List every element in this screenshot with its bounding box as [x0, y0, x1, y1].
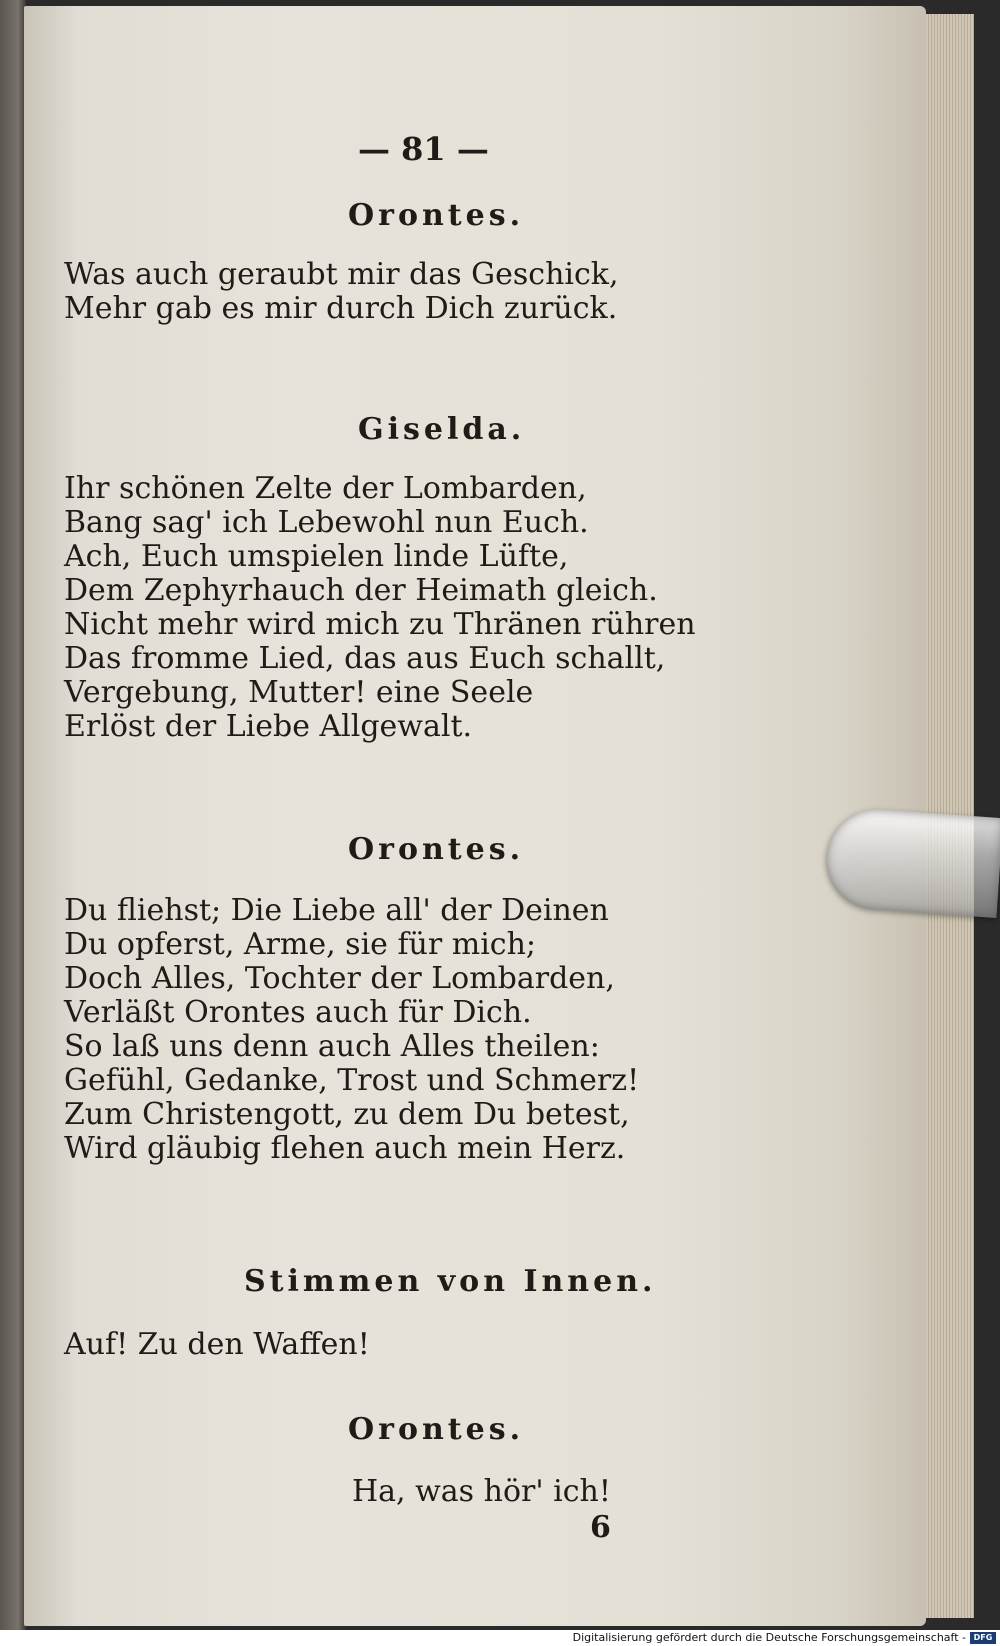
verse-line: Nicht mehr wird mich zu Thränen rühren [64, 607, 696, 642]
verse-line: Dem Zephyrhauch der Heimath gleich. [64, 573, 658, 608]
verse-line: Du opferst, Arme, sie für mich; [64, 927, 537, 962]
verse-line: Gefühl, Gedanke, Trost und Schmerz! [64, 1063, 640, 1098]
speaker-heading-4: Stimmen von Innen. [244, 1264, 657, 1299]
verse-line: Was auch geraubt mir das Geschick, [64, 257, 619, 292]
verse-line: Zum Christengott, zu dem Du betest, [64, 1097, 630, 1132]
verse-line: Doch Alles, Tochter der Lombarden, [64, 961, 615, 996]
verse-line: Vergebung, Mutter! eine Seele [64, 675, 534, 710]
verse-block-2 [64, 472, 696, 744]
page-number: — 81 — [358, 130, 489, 168]
speaker-heading-5: Orontes. [348, 1412, 525, 1447]
verse-line: Ha, was hör' ich! [352, 1474, 611, 1509]
verse-line: So laß uns denn auch Alles theilen: [64, 1029, 600, 1064]
verse-line: Ihr schönen Zelte der Lombarden, [64, 471, 587, 506]
footer-band [0, 1630, 1000, 1646]
speaker-heading-2: Giselda. [358, 412, 526, 447]
left-page-edge [0, 0, 26, 1630]
verse-line: Verläßt Orontes auch für Dich. [64, 995, 532, 1030]
verse-line: Wird gläubig flehen auch mein Herz. [64, 1131, 626, 1166]
verse-line: Mehr gab es mir durch Dich zurück. [64, 291, 618, 326]
verse-line: Erlöst der Liebe Allgewalt. [64, 709, 473, 744]
verse-block-3 [64, 894, 639, 1166]
footer-credit: Digitalisierung gefördert durch die Deutsche Forschungsgemeinschaft - [572, 1631, 966, 1644]
verse-line: Du fliehst; Die Liebe all' der Deinen [64, 893, 609, 928]
verse-line: Bang sag' ich Lebewohl nun Euch. [64, 505, 589, 540]
speaker-heading-1: Orontes. [348, 198, 525, 233]
dfg-badge: DFG [970, 1632, 996, 1644]
page-clip [823, 806, 1000, 918]
verse-line: Ach, Euch umspielen linde Lüfte, [64, 539, 569, 574]
verse-block-4 [64, 1328, 370, 1362]
verse-line: Auf! Zu den Waffen! [64, 1327, 370, 1362]
speaker-heading-3: Orontes. [348, 832, 525, 867]
book-page [24, 6, 926, 1626]
verse-block-1 [64, 258, 619, 326]
signature-mark: 6 [590, 1510, 611, 1545]
verse-line: Das fromme Lied, das aus Euch schallt, [64, 641, 666, 676]
